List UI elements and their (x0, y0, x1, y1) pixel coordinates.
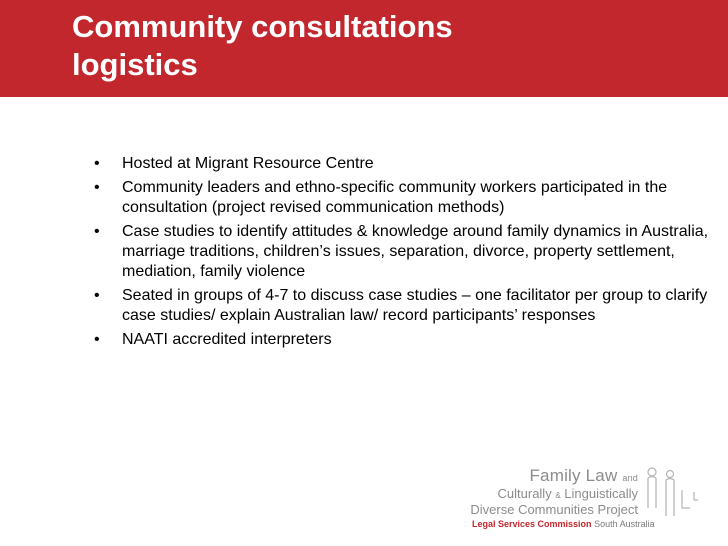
logo-line-cald (498, 486, 638, 501)
title-bar (0, 0, 728, 97)
bullet-marker: • (94, 223, 100, 240)
bullet-text: Case studies to identify attitudes & knowledge around family dynamics in Australia, marriage traditions, children’s issues, separation, divorce, property settlement, mediation, family violence (122, 223, 709, 280)
logo-line-family-law (529, 466, 638, 486)
logo-and-text: and (622, 473, 638, 483)
logo-family-law-text: Family Law (529, 466, 618, 485)
bullet-marker: • (94, 155, 100, 172)
bullet-item (92, 178, 722, 218)
project-logo (470, 462, 720, 532)
bullet-list (92, 154, 722, 354)
logo-line-project: Diverse Communities Project (470, 502, 638, 517)
bullet-text: Community leaders and ethno-specific community workers participated in the consultation (project revised communication methods) (122, 179, 668, 216)
bullet-marker: • (94, 287, 100, 304)
logo-amp-text: & (555, 491, 561, 500)
logo-line-commission (472, 519, 655, 529)
logo-linguistically-text: Linguistically (564, 486, 638, 501)
logo-region-text: South Australia (594, 519, 655, 529)
bullet-marker: • (94, 331, 100, 348)
logo-culturally-text: Culturally (497, 486, 552, 501)
bullet-item (92, 286, 722, 326)
bullet-marker: • (94, 179, 100, 196)
bullet-item (92, 330, 722, 350)
bullet-item (92, 222, 722, 282)
bullet-item (92, 154, 722, 174)
bullet-text: Seated in groups of 4-7 to discuss case studies – one facilitator per group to clarify case studies/ explain Australian law/ record participants’ responses (122, 287, 708, 324)
slide-title-line-1: Community consultations (72, 9, 453, 44)
bullet-text: Hosted at Migrant Resource Centre (122, 155, 374, 172)
slide-title (72, 8, 712, 84)
family-figures-icon (642, 464, 702, 520)
slide-title-line-2: logistics (72, 47, 198, 82)
bullet-text: NAATI accredited interpreters (122, 331, 332, 348)
logo-commission-text: Legal Services Commission (472, 519, 592, 529)
